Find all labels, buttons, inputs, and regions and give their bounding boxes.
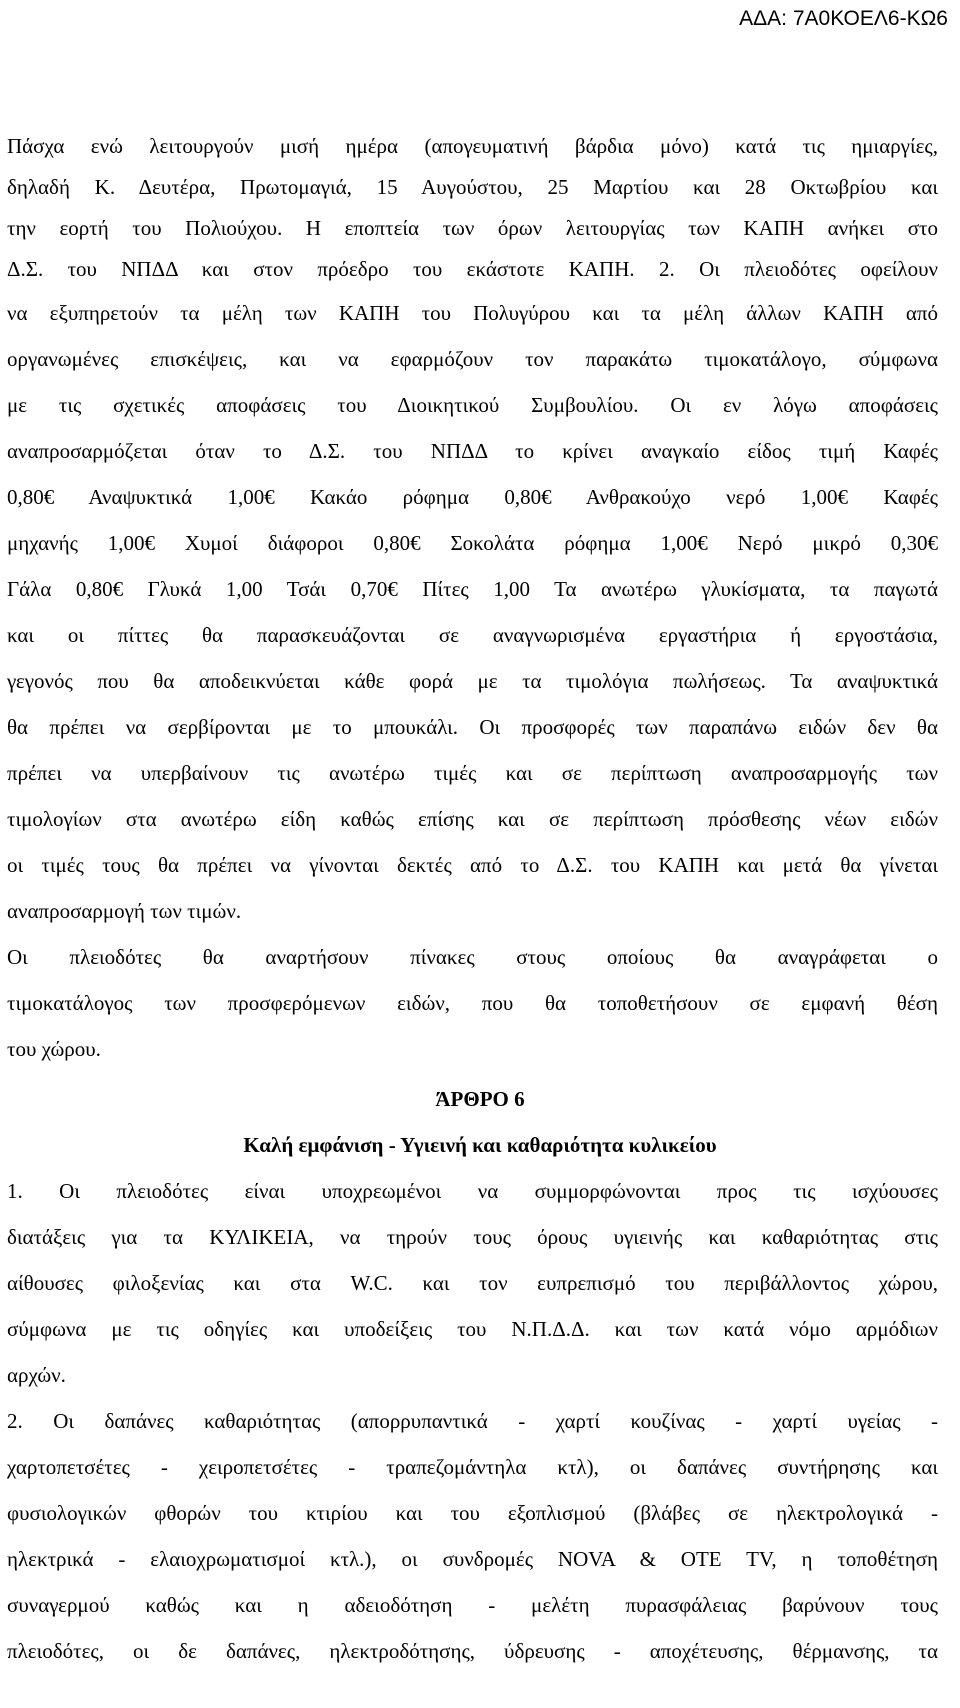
- text-line: πλειοδότες, οι δε δαπάνες, ηλεκτροδότησης, ύδρευσης - αποχέτευσης, θέρμανσης, τα: [7, 1639, 938, 1663]
- text-line: Πάσχα ενώ λειτουργούν μισή ημέρα (απογευματινή βάρδια μόνο) κατά τις ημιαργίες,: [7, 134, 938, 158]
- text-line: Γάλα 0,80€ Γλυκά 1,00 Τσάι 0,70€ Πίτες 1,00 Τα ανωτέρω γλυκίσματα, τα παγωτά: [7, 577, 938, 601]
- text-line: πρέπει να υπερβαίνουν τις ανωτέρω τιμές και σε περίπτωση αναπροσαρμογής των: [7, 761, 938, 785]
- text-line: 1. Οι πλειοδότες είναι υποχρεωμένοι να συμμορφώνονται προς τις ισχύουσες: [7, 1179, 938, 1203]
- article-number: ΆΡΘΡΟ 6: [435, 1087, 525, 1111]
- document-body: [0, 126, 960, 1674]
- text-line: σύμφωνα με τις οδηγίες και υποδείξεις του Ν.Π.Δ.Δ. και των κατά νόμο αρμόδιων: [7, 1317, 938, 1341]
- article-heading: [0, 1076, 960, 1168]
- text-line: να εξυπηρετούν τα μέλη των ΚΑΠΗ του Πολυγύρου και τα μέλη άλλων ΚΑΠΗ από: [7, 301, 938, 325]
- text-line: 0,80€ Αναψυκτικά 1,00€ Κακάο ρόφημα 0,80€ Ανθρακούχο νερό 1,00€ Καφές: [7, 485, 938, 509]
- list-item-1: [0, 1168, 960, 1398]
- list-item-2: [0, 1398, 960, 1674]
- text-line: χαρτοπετσέτες - χειροπετσέτες - τραπεζομάντηλα κτλ), οι δαπάνες συντήρησης και: [7, 1455, 938, 1479]
- text-line: φυσιολογικών φθορών του κτιρίου και του εξοπλισμού (βλάβες σε ηλεκτρολογικά -: [7, 1501, 938, 1525]
- text-line: οι τιμές τους θα πρέπει να γίνονται δεκτές από το Δ.Σ. του ΚΑΠΗ και μετά θα γίνεται: [7, 853, 938, 877]
- text-line: με τις σχετικές αποφάσεις του Διοικητικού Συμβουλίου. Οι εν λόγω αποφάσεις: [7, 393, 938, 417]
- text-line: διατάξεις για τα ΚΥΛΙΚΕΙΑ, να τηρούν τους όρους υγιεινής και καθαριότητας στις: [7, 1225, 938, 1249]
- text-line: την εορτή του Πολιούχου. Η εποπτεία των όρων λειτουργίας των ΚΑΠΗ ανήκει στο: [7, 216, 938, 240]
- text-line: τιμοκατάλογος των προσφερόμενων ειδών, που θα τοποθετήσουν σε εμφανή θέση: [7, 991, 938, 1015]
- text-line: 2. Οι δαπάνες καθαριότητας (απορρυπαντικά - χαρτί κουζίνας - χαρτί υγείας -: [7, 1409, 938, 1433]
- text-line: θα πρέπει να σερβίρονται με το μπουκάλι. Οι προσφορές των παραπάνω ειδών δεν θα: [7, 715, 938, 739]
- text-line: αίθουσες φιλοξενίας και στα W.C. και τον ευπρεπισμό του περιβάλλοντος χώρου,: [7, 1271, 938, 1295]
- text-line: συναγερμού καθώς και η αδειοδότηση - μελέτη πυρασφάλειας βαρύνουν τους: [7, 1593, 938, 1617]
- text-line: ηλεκτρικά - ελαιοχρωματισμοί κτλ.), οι συνδρομές NOVA & OTE TV, η τοποθέτηση: [7, 1547, 938, 1571]
- text-line: του χώρου.: [7, 1037, 101, 1061]
- ada-identifier: ΑΔΑ: 7Α0ΚΟΕΛ6-ΚΩ6: [739, 7, 948, 30]
- text-line: οργανωμένες επισκέψεις, και να εφαρμόζουν τον παρακάτω τιμοκατάλογο, σύμφωνα: [7, 347, 938, 371]
- text-line: τιμολογίων στα ανωτέρω είδη καθώς επίσης και σε περίπτωση πρόσθεσης νέων ειδών: [7, 807, 938, 831]
- text-line: και οι πίττες θα παρασκευάζονται σε αναγνωρισμένα εργαστήρια ή εργοστάσια,: [7, 623, 938, 647]
- text-line: Οι πλειοδότες θα αναρτήσουν πίνακες στους οποίους θα αναγράφεται ο: [7, 945, 938, 969]
- text-line: αναπροσαρμόζεται όταν το Δ.Σ. του ΝΠΔΔ το κρίνει αναγκαίο είδος τιμή Καφές: [7, 439, 938, 463]
- text-line: αναπροσαρμογή των τιμών.: [7, 899, 242, 923]
- text-line: αρχών.: [7, 1363, 66, 1387]
- paragraph-operating-terms: [0, 126, 960, 934]
- text-line: γεγονός που θα αποδεικνύεται κάθε φορά με τα τιμολόγια πωλήσεως. Τα αναψυκτικά: [7, 669, 938, 693]
- text-line: μηχανής 1,00€ Χυμοί διάφοροι 0,80€ Σοκολάτα ρόφημα 1,00€ Νερό μικρό 0,30€: [7, 531, 938, 555]
- text-line: δηλαδή Κ. Δευτέρα, Πρωτομαγιά, 15 Αυγούστου, 25 Μαρτίου και 28 Οκτωβρίου και: [7, 175, 938, 199]
- article-title: Καλή εμφάνιση - Υγιεινή και καθαριότητα κυλικείου: [243, 1133, 717, 1157]
- text-line: Δ.Σ. του ΝΠΔΔ και στον πρόεδρο του εκάστοτε ΚΑΠΗ. 2. Οι πλειοδότες οφείλουν: [7, 257, 938, 281]
- paragraph-price-list: [0, 934, 960, 1072]
